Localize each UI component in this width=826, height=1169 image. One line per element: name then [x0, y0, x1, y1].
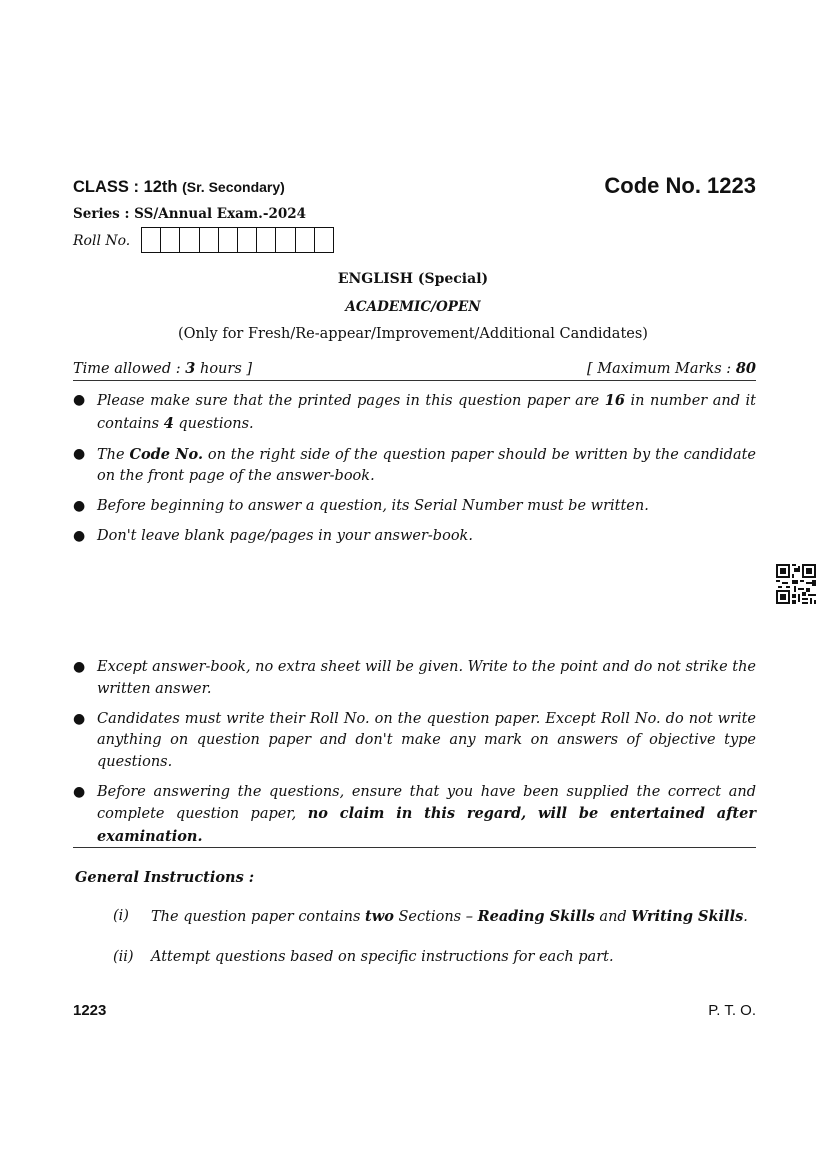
stream-title: ACADEMIC/OPEN: [345, 299, 481, 315]
roll-box[interactable]: [296, 228, 315, 252]
list-item: ● Before answering the questions, ensure that you have been supplied the correct and complete question paper, no claim in this regard, will be entertained after examination.: [73, 783, 756, 845]
pto-label: P. T. O.: [708, 1002, 756, 1019]
general-instruction-item: (i) The question paper contains two Sections – Reading Skills and Writing Skills.: [113, 908, 748, 925]
roll-box[interactable]: [161, 228, 180, 252]
roll-box[interactable]: [180, 228, 199, 252]
candidates-note: (Only for Fresh/Re-appear/Improvement/Additional Candidates): [178, 326, 648, 342]
subject-title: ENGLISH (Special): [337, 271, 489, 287]
list-item: ● The Code No. on the right side of the question paper should be written by the candidate on the front page of the answer-book.: [73, 445, 757, 484]
code-number: Code No. 1223: [604, 173, 756, 198]
divider: [73, 847, 756, 848]
instructions-top: [73, 390, 756, 556]
roll-box[interactable]: [219, 228, 238, 252]
roll-box[interactable]: [142, 228, 161, 252]
roll-label: Roll No.: [73, 233, 131, 249]
roll-box[interactable]: [238, 228, 257, 252]
roll-box[interactable]: [315, 228, 333, 252]
list-item: ● Please make sure that the printed pages in this question paper are 16 in number and it contains 4 questions.: [73, 392, 756, 432]
list-item: ● Don't leave blank page/pages in your answer-book.: [73, 528, 473, 544]
series: Series : SS/Annual Exam.-2024: [73, 206, 307, 222]
time-allowed: Time allowed : 3 hours ]: [73, 360, 253, 377]
time-marks-row: [73, 360, 756, 377]
class-label: CLASS : 12th: [73, 178, 178, 196]
roll-number-boxes[interactable]: [141, 227, 334, 253]
general-instruction-item: (ii) Attempt questions based on specific instructions for each part.: [113, 949, 614, 965]
list-item: ● Candidates must write their Roll No. on the question paper. Except Roll No. do not write anything on question paper and don't make any mark on answers of objective type questions.: [73, 710, 756, 770]
roll-box[interactable]: [257, 228, 276, 252]
list-item: ● Before beginning to answer a question, its Serial Number must be written.: [73, 498, 649, 514]
footer-code: 1223: [73, 1002, 107, 1019]
roll-box[interactable]: [276, 228, 295, 252]
roll-box[interactable]: [200, 228, 219, 252]
general-instructions-title: General Instructions :: [75, 869, 255, 886]
class-sub: (Sr. Secondary): [182, 179, 285, 195]
class-line: [73, 178, 285, 197]
instructions-bottom: [73, 657, 756, 857]
max-marks: [ Maximum Marks : 80: [587, 360, 756, 377]
qr-code-icon: [776, 564, 816, 604]
divider: [73, 380, 756, 381]
list-item: ● Except answer-book, no extra sheet will be given. Write to the point and do not strike the written answer.: [73, 659, 756, 697]
